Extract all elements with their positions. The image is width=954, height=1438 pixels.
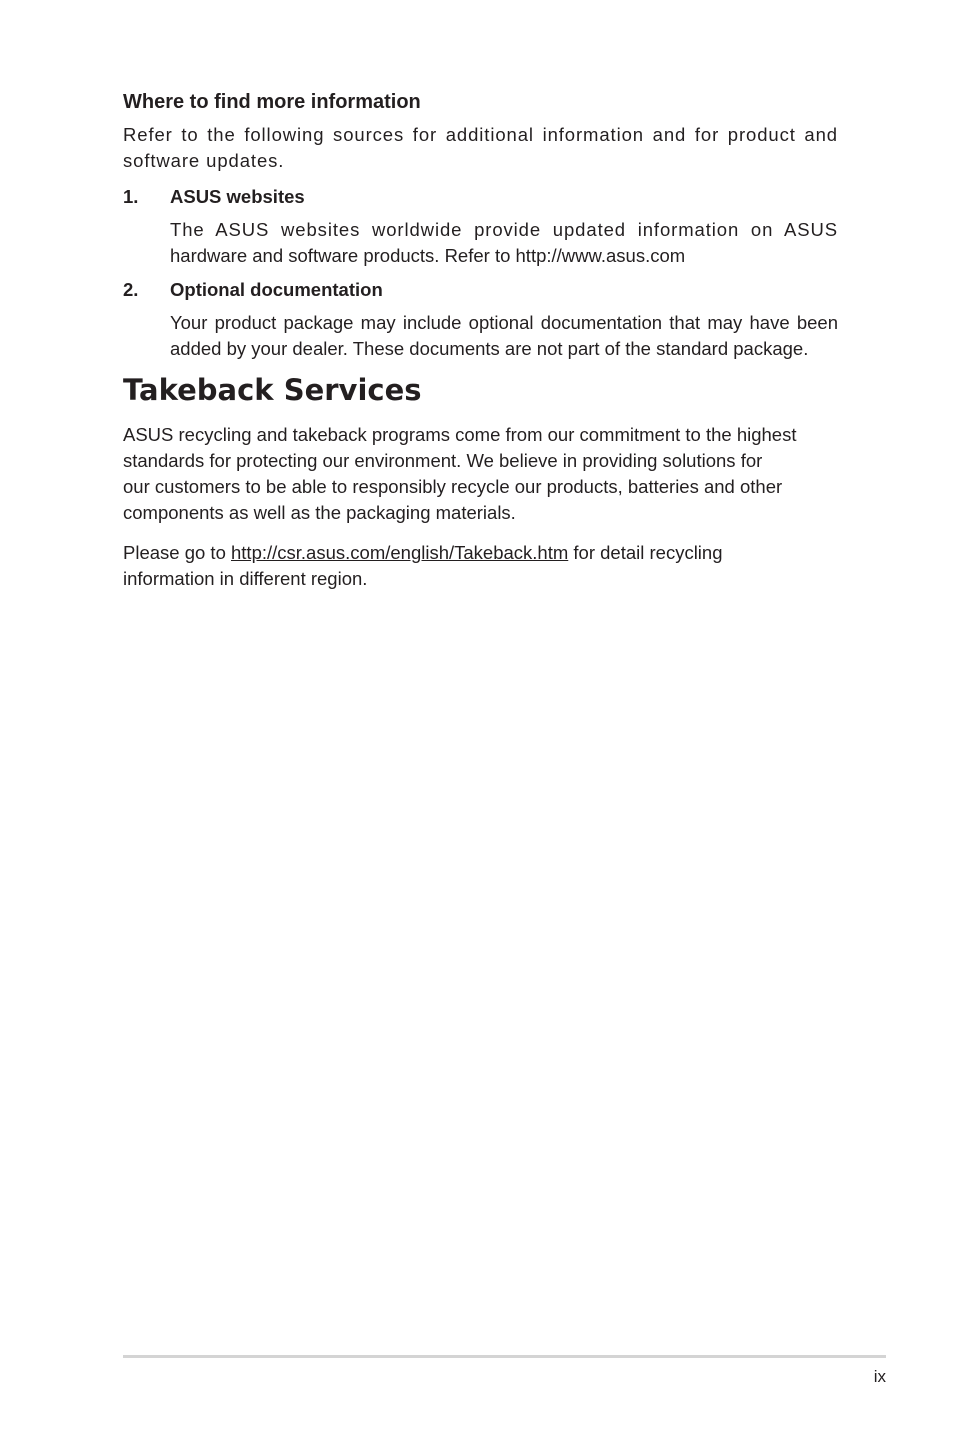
sources-list	[123, 184, 838, 362]
list-item-body-line: hardware and software products. Refer to http://www.asus.com	[170, 245, 686, 266]
paragraph-line: components as well as the packaging materials.	[123, 502, 516, 523]
takeback-link[interactable]: http://csr.asus.com/english/Takeback.htm	[231, 542, 569, 563]
section-title: Takeback Services	[123, 373, 422, 407]
list-item-body-line: The ASUS websites worldwide provide updated information on ASUS	[170, 219, 838, 240]
list-item	[123, 184, 838, 269]
list-item-title: ASUS websites	[170, 186, 305, 207]
list-item	[123, 277, 838, 362]
paragraph-line: information in different region.	[123, 568, 368, 589]
paragraph-line: ASUS recycling and takeback programs come from our commitment to the highest	[123, 424, 797, 445]
takeback-paragraph	[123, 422, 838, 526]
paragraph-line	[123, 540, 838, 566]
list-item-number: 2.	[123, 279, 139, 300]
link-suffix: for detail recycling	[568, 542, 723, 563]
info-heading: Where to find more information	[123, 91, 421, 113]
list-item-number: 1.	[123, 186, 139, 207]
list-item-body	[170, 310, 838, 362]
page-content	[123, 88, 838, 606]
list-item-title: Optional documentation	[170, 279, 383, 300]
list-item-body	[170, 217, 838, 269]
paragraph-line: our customers to be able to responsibly recycle our products, batteries and other	[123, 476, 783, 497]
info-intro: Refer to the following sources for additional information and for product and software updates.	[123, 124, 838, 171]
list-item-heading	[123, 277, 838, 303]
takeback-link-paragraph	[123, 540, 838, 592]
footer-rule	[123, 1355, 886, 1358]
page-number: ix	[873, 1367, 886, 1386]
list-item-body-text: Your product package may include optional documentation that may have been added by your dealer. These documents are not part of the standard package.	[170, 312, 838, 359]
paragraph-line: standards for protecting our environment. We believe in providing solutions for	[123, 450, 763, 471]
link-prefix: Please go to	[123, 542, 231, 563]
list-item-heading	[123, 184, 838, 210]
